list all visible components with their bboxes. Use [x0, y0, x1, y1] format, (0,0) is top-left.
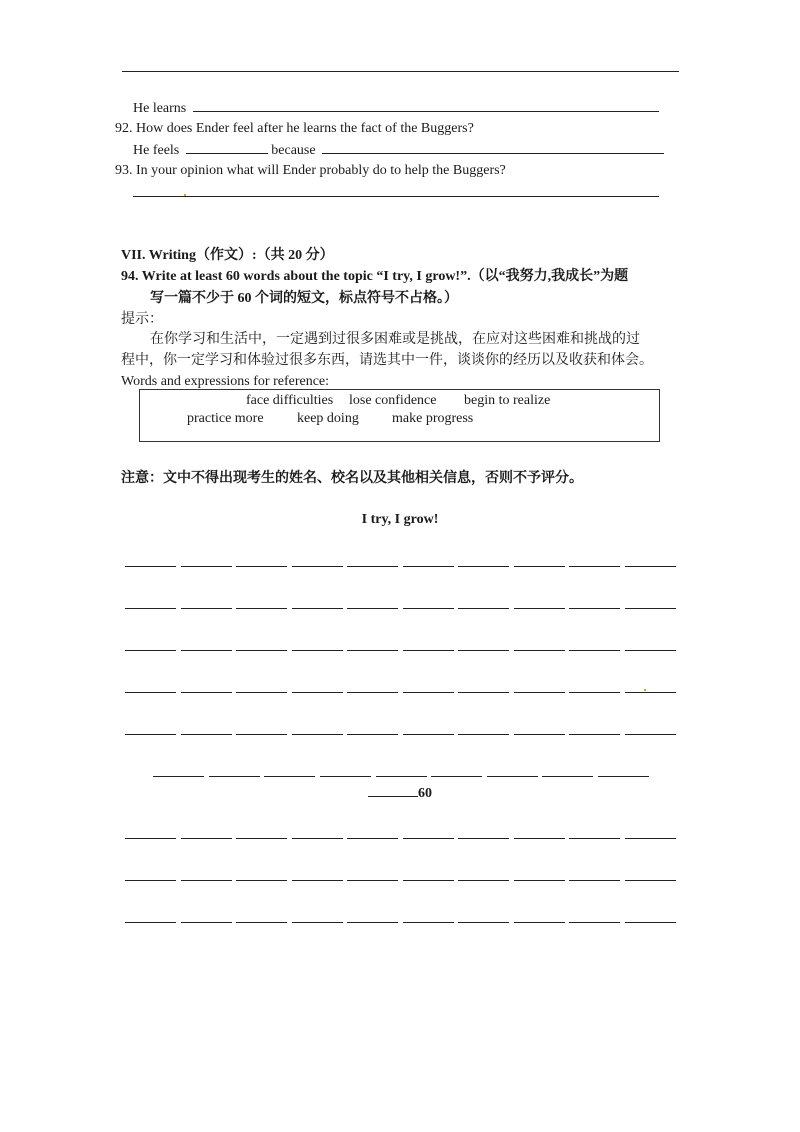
stray-mark [184, 194, 186, 196]
word-count-mark: 60 [418, 786, 432, 801]
ref-practice-more: practice more [187, 411, 264, 426]
reference-box [139, 389, 660, 442]
hint-label: 提示： [121, 312, 163, 327]
hint-line2: 程中，你一定学习和体验过很多东西，请选其中一件，谈谈你的经历以及收获和体会。 [121, 353, 653, 368]
q92-prefix: He feels [133, 143, 180, 158]
writing-task-line1: 94. Write at least 60 words about the topic “I try, I grow!”.（以“我努力,我成长”为题 [121, 269, 629, 284]
reference-label: Words and expressions for reference: [121, 374, 330, 389]
q91-answer-line [133, 99, 659, 118]
hint-line1: 在你学习和生活中，一定遇到过很多困难或是挑战，在应对这些困难和挑战的过 [150, 332, 640, 347]
q93-text: 93. In your opinion what will Ender probably do to help the Buggers? [115, 163, 506, 178]
header-rule [122, 71, 679, 72]
q92-blank-feeling[interactable] [186, 141, 268, 154]
ref-face-difficulties: face difficulties [246, 393, 334, 408]
notice: 注意：文中不得出现考生的姓名、校名以及其他相关信息，否则不予评分。 [121, 471, 583, 486]
essay-title: I try, I grow! [361, 512, 439, 527]
q93-blank[interactable] [133, 196, 659, 197]
ref-make-progress: make progress [392, 411, 474, 426]
q92-answer-line [133, 141, 664, 160]
ref-lose-confidence: lose confidence [349, 393, 437, 408]
word-count-blank[interactable] [368, 784, 418, 797]
q92-blank-reason[interactable] [322, 141, 664, 154]
writing-task-line2: 写一篇不少于 60 个词的短文，标点符号不占格。） [150, 291, 458, 306]
q92-text: 92. How does Ender feel after he learns the fact of the Buggers? [115, 121, 474, 136]
writing-section-title: VII. Writing（作文）:（共 20 分） [121, 248, 334, 263]
q92-because: because [271, 143, 316, 158]
stray-mark [644, 689, 646, 691]
word-count-line [368, 784, 432, 803]
ref-keep-doing: keep doing [297, 411, 359, 426]
q91-prefix: He learns [133, 101, 187, 116]
q91-blank[interactable] [193, 99, 659, 112]
ref-begin-to-realize: begin to realize [464, 393, 551, 408]
